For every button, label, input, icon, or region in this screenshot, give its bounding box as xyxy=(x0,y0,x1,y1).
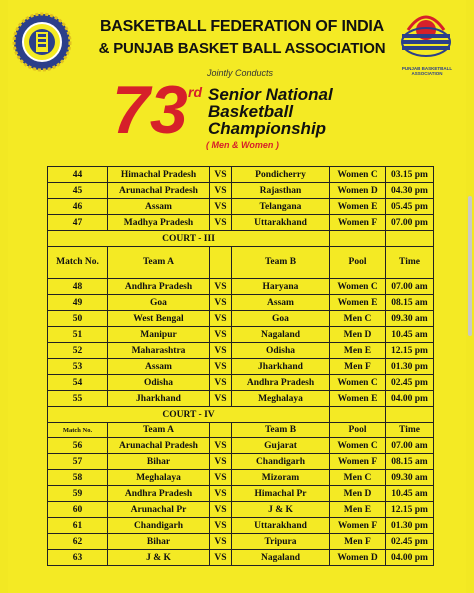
team-a: Arunachal Pradesh xyxy=(108,183,210,199)
match-number: 52 xyxy=(48,343,108,359)
match-number: 57 xyxy=(48,454,108,470)
table-row xyxy=(48,295,434,311)
court-3-label: COURT - III xyxy=(48,231,330,247)
team-b: Uttarakhand xyxy=(232,518,330,534)
event-title-line-3: Championship xyxy=(208,119,327,138)
match-number: 56 xyxy=(48,438,108,454)
table-row xyxy=(48,550,434,566)
versus: VS xyxy=(210,183,232,199)
header-match-no: Match No. xyxy=(48,423,108,438)
match-number: 44 xyxy=(48,167,108,183)
pool: Men C xyxy=(330,311,386,327)
pool: Men D xyxy=(330,327,386,343)
team-b: Telangana xyxy=(232,199,330,215)
team-a: Bihar xyxy=(108,534,210,550)
versus: VS xyxy=(210,438,232,454)
match-time: 08.15 am xyxy=(386,295,434,311)
pool: Women E xyxy=(330,295,386,311)
header-team-b: Team B xyxy=(232,247,330,279)
header-team-b: Team B xyxy=(232,423,330,438)
team-b: Himachal Pr xyxy=(232,486,330,502)
team-b: Nagaland xyxy=(232,550,330,566)
team-b: Haryana xyxy=(232,279,330,295)
match-number: 60 xyxy=(48,502,108,518)
match-time: 03.15 pm xyxy=(386,167,434,183)
table-row xyxy=(48,183,434,199)
scrollbar[interactable] xyxy=(468,196,472,336)
jointly-conducts: Jointly Conducts xyxy=(206,68,274,78)
team-a: J & K xyxy=(108,550,210,566)
table-row xyxy=(48,391,434,407)
match-time: 09.30 am xyxy=(386,470,434,486)
header-line-2: & PUNJAB BASKET BALL ASSOCIATION xyxy=(98,40,386,57)
team-b: Goa xyxy=(232,311,330,327)
punjab-association-logo xyxy=(396,8,456,74)
team-a: Chandigarh xyxy=(108,518,210,534)
team-b: Assam xyxy=(232,295,330,311)
match-schedule-table xyxy=(47,166,434,566)
court-4-label: COURT - IV xyxy=(48,407,330,423)
table-row xyxy=(48,215,434,231)
header-vs-empty xyxy=(210,423,232,438)
pool: Women C xyxy=(330,167,386,183)
header-team-a: Team A xyxy=(108,247,210,279)
match-time: 07.00 am xyxy=(386,438,434,454)
match-time: 02.45 pm xyxy=(386,534,434,550)
header-match-no: Match No. xyxy=(48,247,108,279)
pool: Women F xyxy=(330,215,386,231)
header-line-1: BASKETBALL FEDERATION OF INDIA xyxy=(99,18,385,35)
header-vs-empty xyxy=(210,247,232,279)
empty-cell xyxy=(330,231,386,247)
match-time: 12.15 pm xyxy=(386,343,434,359)
table-row xyxy=(48,359,434,375)
table-row xyxy=(48,470,434,486)
team-b: Tripura xyxy=(232,534,330,550)
team-b: Nagaland xyxy=(232,327,330,343)
team-a: Odisha xyxy=(108,375,210,391)
table-row xyxy=(48,199,434,215)
match-number: 63 xyxy=(48,550,108,566)
team-b: Chandigarh xyxy=(232,454,330,470)
bfi-logo xyxy=(12,12,72,72)
team-a: Assam xyxy=(108,359,210,375)
versus: VS xyxy=(210,502,232,518)
schedule-rows-top xyxy=(48,167,434,231)
versus: VS xyxy=(210,311,232,327)
match-time: 07.00 am xyxy=(386,279,434,295)
team-a: Meghalaya xyxy=(108,470,210,486)
match-time: 01.30 pm xyxy=(386,359,434,375)
table-row xyxy=(48,438,434,454)
team-b: Uttarakhand xyxy=(232,215,330,231)
match-time: 10.45 am xyxy=(386,327,434,343)
event-title-line-2: Basketball xyxy=(208,102,294,121)
team-a: Assam xyxy=(108,199,210,215)
pool: Men F xyxy=(330,359,386,375)
team-b: Jharkhand xyxy=(232,359,330,375)
court-4-section xyxy=(48,407,434,566)
team-a: Andhra Pradesh xyxy=(108,486,210,502)
team-b: Gujarat xyxy=(232,438,330,454)
team-a: Himachal Pradesh xyxy=(108,167,210,183)
versus: VS xyxy=(210,327,232,343)
empty-cell xyxy=(386,407,434,423)
versus: VS xyxy=(210,518,232,534)
match-time: 05.45 pm xyxy=(386,199,434,215)
team-b: Andhra Pradesh xyxy=(232,375,330,391)
pool: Women C xyxy=(330,279,386,295)
match-number: 48 xyxy=(48,279,108,295)
pool: Women F xyxy=(330,454,386,470)
table-row xyxy=(48,502,434,518)
match-time: 04.30 pm xyxy=(386,183,434,199)
pool: Women E xyxy=(330,199,386,215)
empty-cell xyxy=(330,407,386,423)
table-row xyxy=(48,343,434,359)
table-row xyxy=(48,311,434,327)
match-time: 04.00 pm xyxy=(386,550,434,566)
header-pool: Pool xyxy=(330,247,386,279)
match-number: 59 xyxy=(48,486,108,502)
pool: Women D xyxy=(330,550,386,566)
table-row xyxy=(48,486,434,502)
table-row xyxy=(48,279,434,295)
match-number: 58 xyxy=(48,470,108,486)
pool: Men E xyxy=(330,502,386,518)
team-b: Odisha xyxy=(232,343,330,359)
match-time: 12.15 pm xyxy=(386,502,434,518)
table-row xyxy=(48,518,434,534)
column-header-row xyxy=(48,247,434,279)
pool: Women F xyxy=(330,518,386,534)
team-b: Meghalaya xyxy=(232,391,330,407)
versus: VS xyxy=(210,534,232,550)
team-a: Andhra Pradesh xyxy=(108,279,210,295)
team-a: Maharashtra xyxy=(108,343,210,359)
right-logo-caption: PUNJAB BASKETBALL ASSOCIATION xyxy=(401,66,453,76)
edition-suffix: rd xyxy=(188,84,202,100)
team-a: Manipur xyxy=(108,327,210,343)
match-number: 53 xyxy=(48,359,108,375)
table-row xyxy=(48,534,434,550)
versus: VS xyxy=(210,486,232,502)
edition-number: 73 xyxy=(112,72,188,148)
versus: VS xyxy=(210,375,232,391)
versus: VS xyxy=(210,295,232,311)
match-number: 47 xyxy=(48,215,108,231)
versus: VS xyxy=(210,359,232,375)
versus: VS xyxy=(210,550,232,566)
court-heading-row xyxy=(48,407,434,423)
versus: VS xyxy=(210,167,232,183)
header-pool: Pool xyxy=(330,423,386,438)
court-3-section xyxy=(48,231,434,407)
empty-cell xyxy=(386,231,434,247)
pool: Women C xyxy=(330,438,386,454)
team-a: Madhya Pradesh xyxy=(108,215,210,231)
header-time: Time xyxy=(386,247,434,279)
match-number: 50 xyxy=(48,311,108,327)
versus: VS xyxy=(210,454,232,470)
team-b: Rajasthan xyxy=(232,183,330,199)
team-a: Bihar xyxy=(108,454,210,470)
versus: VS xyxy=(210,215,232,231)
team-a: Jharkhand xyxy=(108,391,210,407)
versus: VS xyxy=(210,279,232,295)
match-time: 09.30 am xyxy=(386,311,434,327)
match-number: 45 xyxy=(48,183,108,199)
versus: VS xyxy=(210,470,232,486)
event-title-line-1: Senior National xyxy=(208,85,333,104)
match-time: 07.00 pm xyxy=(386,215,434,231)
match-time: 04.00 pm xyxy=(386,391,434,407)
pool: Women D xyxy=(330,183,386,199)
event-subtitle: ( Men & Women ) xyxy=(206,140,279,150)
versus: VS xyxy=(210,343,232,359)
team-b: J & K xyxy=(232,502,330,518)
pool: Men E xyxy=(330,343,386,359)
match-time: 08.15 am xyxy=(386,454,434,470)
table-row xyxy=(48,454,434,470)
team-a: Goa xyxy=(108,295,210,311)
versus: VS xyxy=(210,391,232,407)
header-time: Time xyxy=(386,423,434,438)
pool: Men D xyxy=(330,486,386,502)
team-b: Pondicherry xyxy=(232,167,330,183)
table-row xyxy=(48,167,434,183)
team-a: West Bengal xyxy=(108,311,210,327)
match-number: 55 xyxy=(48,391,108,407)
court-heading-row xyxy=(48,231,434,247)
match-time: 10.45 am xyxy=(386,486,434,502)
pool: Women E xyxy=(330,391,386,407)
column-header-row xyxy=(48,423,434,438)
table-row xyxy=(48,375,434,391)
pool: Men C xyxy=(330,470,386,486)
match-time: 01.30 pm xyxy=(386,518,434,534)
versus: VS xyxy=(210,199,232,215)
table-row xyxy=(48,327,434,343)
match-number: 46 xyxy=(48,199,108,215)
pool: Women C xyxy=(330,375,386,391)
match-number: 49 xyxy=(48,295,108,311)
match-time: 02.45 pm xyxy=(386,375,434,391)
match-number: 61 xyxy=(48,518,108,534)
team-b: Mizoram xyxy=(232,470,330,486)
match-number: 54 xyxy=(48,375,108,391)
team-a: Arunachal Pr xyxy=(108,502,210,518)
match-number: 51 xyxy=(48,327,108,343)
team-a: Arunachal Pradesh xyxy=(108,438,210,454)
pool: Men F xyxy=(330,534,386,550)
header-team-a: Team A xyxy=(108,423,210,438)
match-number: 62 xyxy=(48,534,108,550)
